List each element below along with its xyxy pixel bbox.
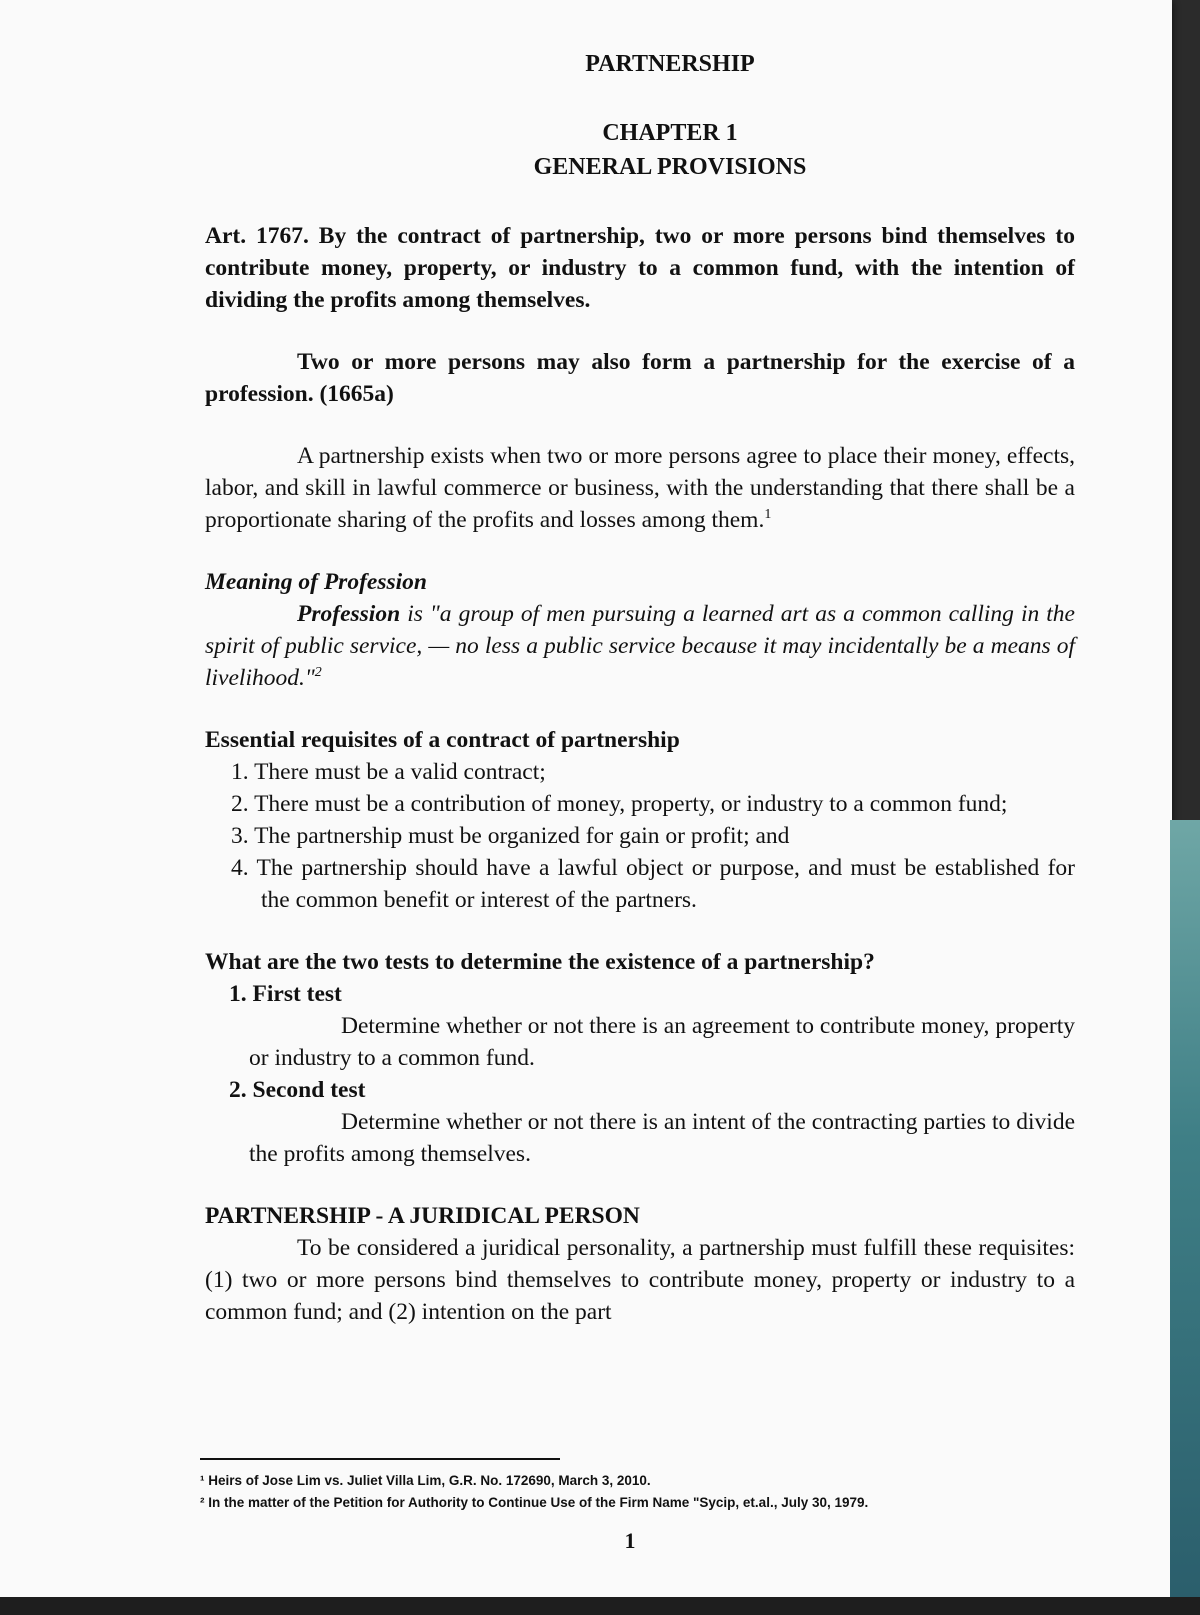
first-test-label: 1. First test	[229, 981, 342, 1007]
second-test-label: 2. Second test	[229, 1077, 366, 1103]
article-1767-paragraph-2: Two or more persons may also form a partnership for the exercise of a profession. (1665a)	[205, 349, 1075, 407]
profession-term: Profession	[297, 601, 401, 627]
requisite-item: 3. The partnership must be organized for gain or profit; and	[231, 823, 790, 849]
profession-text: is "a group of men pursuing a learned art as a common calling in the spirit of public service, — no less a public service because it may incidentally be a means of livelihood."	[205, 601, 1075, 691]
footnote-2: ² In the matter of the Petition for Authority to Continue Use of the Firm Name "Sycip, et.al., July 30, 1979.	[200, 1495, 869, 1510]
second-test-text: Determine whether or not there is an intent of the contracting parties to divide the profits among themselves.	[249, 1109, 1075, 1167]
juridical-text: To be considered a juridical personality, a partnership must fulfill these requisites: (1) two or more persons bind themselves to contribute money, property or industry to a common fund; and (2) intention on the part	[205, 1235, 1075, 1325]
article-1767: Art. 1767. By the contract of partnership, two or more persons bind themselves to contribute money, property, or industry to a common fund, with the intention of dividing the profits among themselves.	[205, 223, 1075, 313]
book-title: PARTNERSHIP	[585, 51, 755, 77]
chapter-number: CHAPTER 1	[602, 120, 738, 146]
tests-heading: What are the two tests to determine the existence of a partnership?	[205, 949, 875, 975]
footnote-divider	[200, 1458, 560, 1460]
page-body	[205, 48, 1075, 1328]
profession-heading: Meaning of Profession	[205, 569, 427, 595]
footnote-ref-1: 1	[764, 507, 772, 523]
footnotes	[200, 1458, 1060, 1514]
footnote-ref-2: 2	[314, 665, 322, 681]
juridical-heading: PARTNERSHIP - A JURIDICAL PERSON	[205, 1203, 640, 1229]
requisites-list	[205, 756, 1075, 916]
requisite-item: 4. The partnership should have a lawful object or purpose, and must be established for the common benefit or interest of the partners.	[231, 855, 1075, 913]
first-test-text: Determine whether or not there is an agreement to contribute money, property or industry to a common fund.	[249, 1013, 1075, 1071]
requisite-item: 2. There must be a contribution of money, property, or industry to a common fund;	[231, 791, 1008, 817]
partnership-exists-paragraph	[205, 440, 1075, 536]
page-number: 1	[624, 1528, 636, 1553]
chapter-title: GENERAL PROVISIONS	[533, 154, 807, 180]
requisite-item: 1. There must be a valid contract;	[231, 759, 546, 785]
partnership-exists-text: A partnership exists when two or more persons agree to place their money, effects, labor, and skill in lawful commerce or business, with the understanding that there shall be a proportionate sharing of the profits and losses among them.	[205, 443, 1075, 533]
background-edge-bottom	[0, 1597, 1200, 1615]
requisites-heading: Essential requisites of a contract of partnership	[205, 727, 680, 753]
footnote-1: ¹ Heirs of Jose Lim vs. Juliet Villa Lim, G.R. No. 172690, March 3, 2010.	[200, 1473, 651, 1488]
profession-definition	[205, 598, 1075, 694]
background-edge	[1170, 820, 1200, 1615]
